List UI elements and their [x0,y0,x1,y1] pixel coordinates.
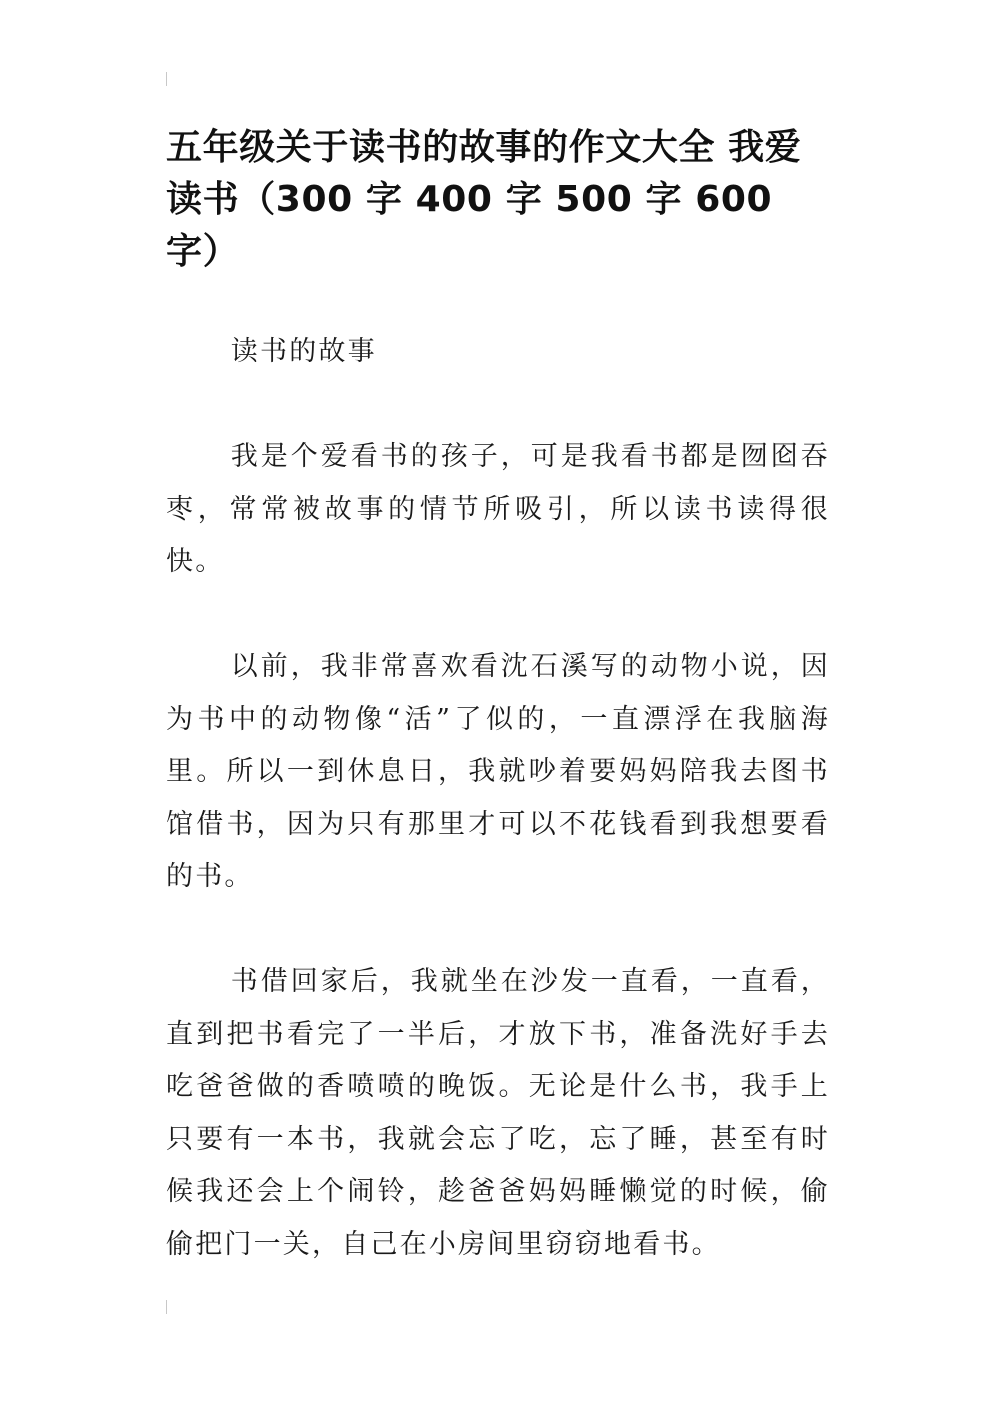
paragraph-2: 以前，我非常喜欢看沈石溪写的动物小说，因为书中的动物像“活”了似的，一直漂浮在我脑海里。所以一到休息日，我就吵着要妈妈陪我去图书馆借书，因为只有那里才可以不花钱看到我想要看的书。 [166,651,830,892]
section-heading: 读书的故事 [230,336,377,367]
document-title: 五年级关于读书的故事的作文大全 我爱读书（300 字 400 字 500 字 600 字） [166,127,802,272]
document-body [166,326,830,1324]
page-corner-mark-top [166,72,167,86]
page-corner-mark-bottom [166,1300,167,1314]
paragraph-3: 书借回家后，我就坐在沙发一直看，一直看，直到把书看完了一半后，才放下书，准备洗好手去吃爸爸做的香喷喷的晚饭。无论是什么书，我手上只要有一本书，我就会忘了吃，忘了睡，甚至有时候我还会上个闹铃，趁爸爸妈妈睡懒觉的时候，偷偷把门一关，自己在小房间里窃窃地看书。 [166,966,830,1260]
paragraph-1: 我是个爱看书的孩子，可是我看书都是囫囵吞枣，常常被故事的情节所吸引，所以读书读得很快。 [166,441,830,577]
